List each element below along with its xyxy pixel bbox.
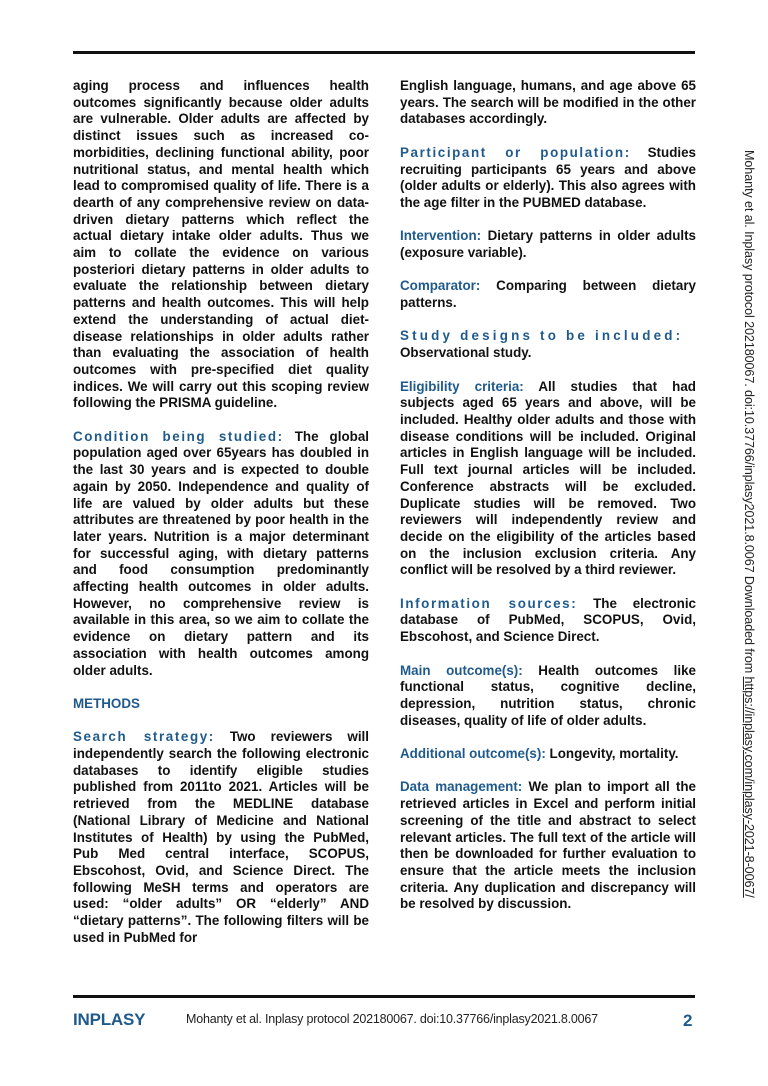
search-strategy-text: Two reviewers will independently search the following electronic databases to identify eligible studies published from 2011to 2021. Articles will be retrieved from the MEDLINE database (National Library of Medicine and National Institutes of Health) by using the PubMed, Pub Med central interface, SCOPUS, Ebscohost, Ovid, and Science Direct. The following MeSH terms and operators are used: “older adults” OR “elderly” AND “dietary patterns”. The following filters will be used in PubMed for — [73, 729, 369, 945]
data-management-heading: Data management: — [400, 779, 523, 795]
participants-text: Studies recruiting participants 65 years and above (older adults or elderly). This also agrees with the age filter in the PUBMED database. — [400, 144, 696, 210]
intervention-text: Dietary patterns in older adults (exposure variable). — [400, 228, 696, 260]
condition-heading: Condition being studied: — [73, 428, 284, 444]
main-outcomes-heading: Main outcome(s): — [400, 662, 523, 678]
participants-heading: Participant or population: — [400, 144, 631, 160]
methods-title: METHODS — [73, 695, 140, 711]
main-outcomes-paragraph — [400, 663, 696, 730]
study-designs-text: Observational study. — [400, 345, 532, 361]
additional-outcomes-text: Longevity, mortality. — [545, 746, 679, 761]
data-management-text: We plan to import all the retrieved articles in Excel and perform initial screening of the title and abstract to select relevant articles. The full text of the article will then be downloaded for further evaluation to ensure that the article meets the inclusion criteria. Any duplication and discrepancy will be resolved by discussion. — [400, 779, 696, 912]
side-note-link[interactable]: https://inplasy.com/inplasy-2021-8-0067/ — [742, 676, 756, 898]
comparator-heading: Comparator: — [400, 278, 481, 294]
information-sources-paragraph — [400, 596, 696, 646]
page-number: 2 — [683, 1011, 693, 1030]
journal-brand: INPLASY — [73, 1010, 146, 1029]
data-management-paragraph — [400, 779, 696, 913]
left-column — [73, 78, 369, 963]
additional-outcomes-paragraph — [400, 746, 696, 763]
header-rule — [73, 51, 695, 54]
main-outcomes-text: Health outcomes like functional status, cognitive decline, depression, nutrition status, chronic diseases, quality of life of older adults. — [400, 662, 696, 728]
comparator-paragraph — [400, 278, 696, 311]
eligibility-heading: Eligibility criteria: — [400, 378, 524, 394]
right-column — [400, 78, 696, 930]
comparator-text: Comparing between dietary patterns. — [400, 278, 696, 311]
study-designs-paragraph — [400, 328, 696, 361]
participants-paragraph — [400, 145, 696, 212]
footer-citation: Mohanty et al. Inplasy protocol 202180067. doi:10.37766/inplasy2021.8.0067 — [186, 1012, 598, 1026]
information-sources-text: The electronic database of PubMed, SCOPUS, Ovid, Ebscohost, and Science Direct. — [400, 595, 696, 645]
eligibility-paragraph — [400, 379, 696, 579]
search-strategy-paragraph — [73, 729, 369, 946]
side-download-note — [742, 150, 756, 898]
footer-rule — [73, 995, 695, 998]
condition-paragraph — [73, 429, 369, 680]
study-designs-heading: Study designs to be included: — [400, 328, 684, 344]
additional-outcomes-heading: Additional outcome(s): — [400, 746, 546, 761]
intervention-paragraph — [400, 228, 696, 261]
side-note-text: Mohanty et al. Inplasy protocol 202180067. doi:10.37766/inplasy2021.8.0067 Downloaded from — [742, 150, 756, 677]
search-strategy-heading: Search strategy: — [73, 729, 215, 745]
intervention-heading: Intervention: — [400, 228, 482, 244]
continuation-paragraph: English language, humans, and age above 65 years. The search will be modified in the other databases accordingly. — [400, 78, 696, 127]
information-sources-heading: Information sources: — [400, 595, 578, 611]
condition-text: The global population aged over 65years has doubled in the last 30 years and is expected to double again by 2050. Independence and quality of life are valued by older adults but these attributes are threatened by poor health in the later years. Nutrition is a major determinant for successful aging, with dietary patterns and food consumption predominantly affecting health outcomes in older adults. However, no comprehensive review is available in this area, so we aim to collate the evidence on dietary pattern and its association with health outcomes among older adults. — [73, 428, 369, 678]
eligibility-text: All studies that had subjects aged 65 years and above, will be included. Healthy older adults and those with disease conditions will be included. Original articles in English language will be included. Full text journal articles will be included. Conference abstracts will be excluded. Duplicate studies will be removed. Two reviewers will independently review and decide on the eligibility of the articles based on the inclusion exclusion criteria. Any conflict will be resolved by a third reviewer. — [400, 378, 696, 578]
intro-paragraph: aging process and influences health outcomes significantly because older adults are vulnerable. Older adults are affected by distinct issues such as increased co-morbidities, declining functional ability, poor nutritional status, and mental health which lead to compromised quality of life. There is a dearth of any comprehensive review on data-driven dietary patterns which reflect the actual dietary intake older adults. Thus we aim to collate the evidence on various posteriori dietary patterns in older adults to evaluate the relationship between dietary patterns and health outcomes. This will help extend the understanding of actual diet-disease relationships in older adults rather than evaluating the association of health outcomes with pre-specified diet quality indices. We will carry out this scoping review following the PRISMA guideline. — [73, 78, 369, 411]
